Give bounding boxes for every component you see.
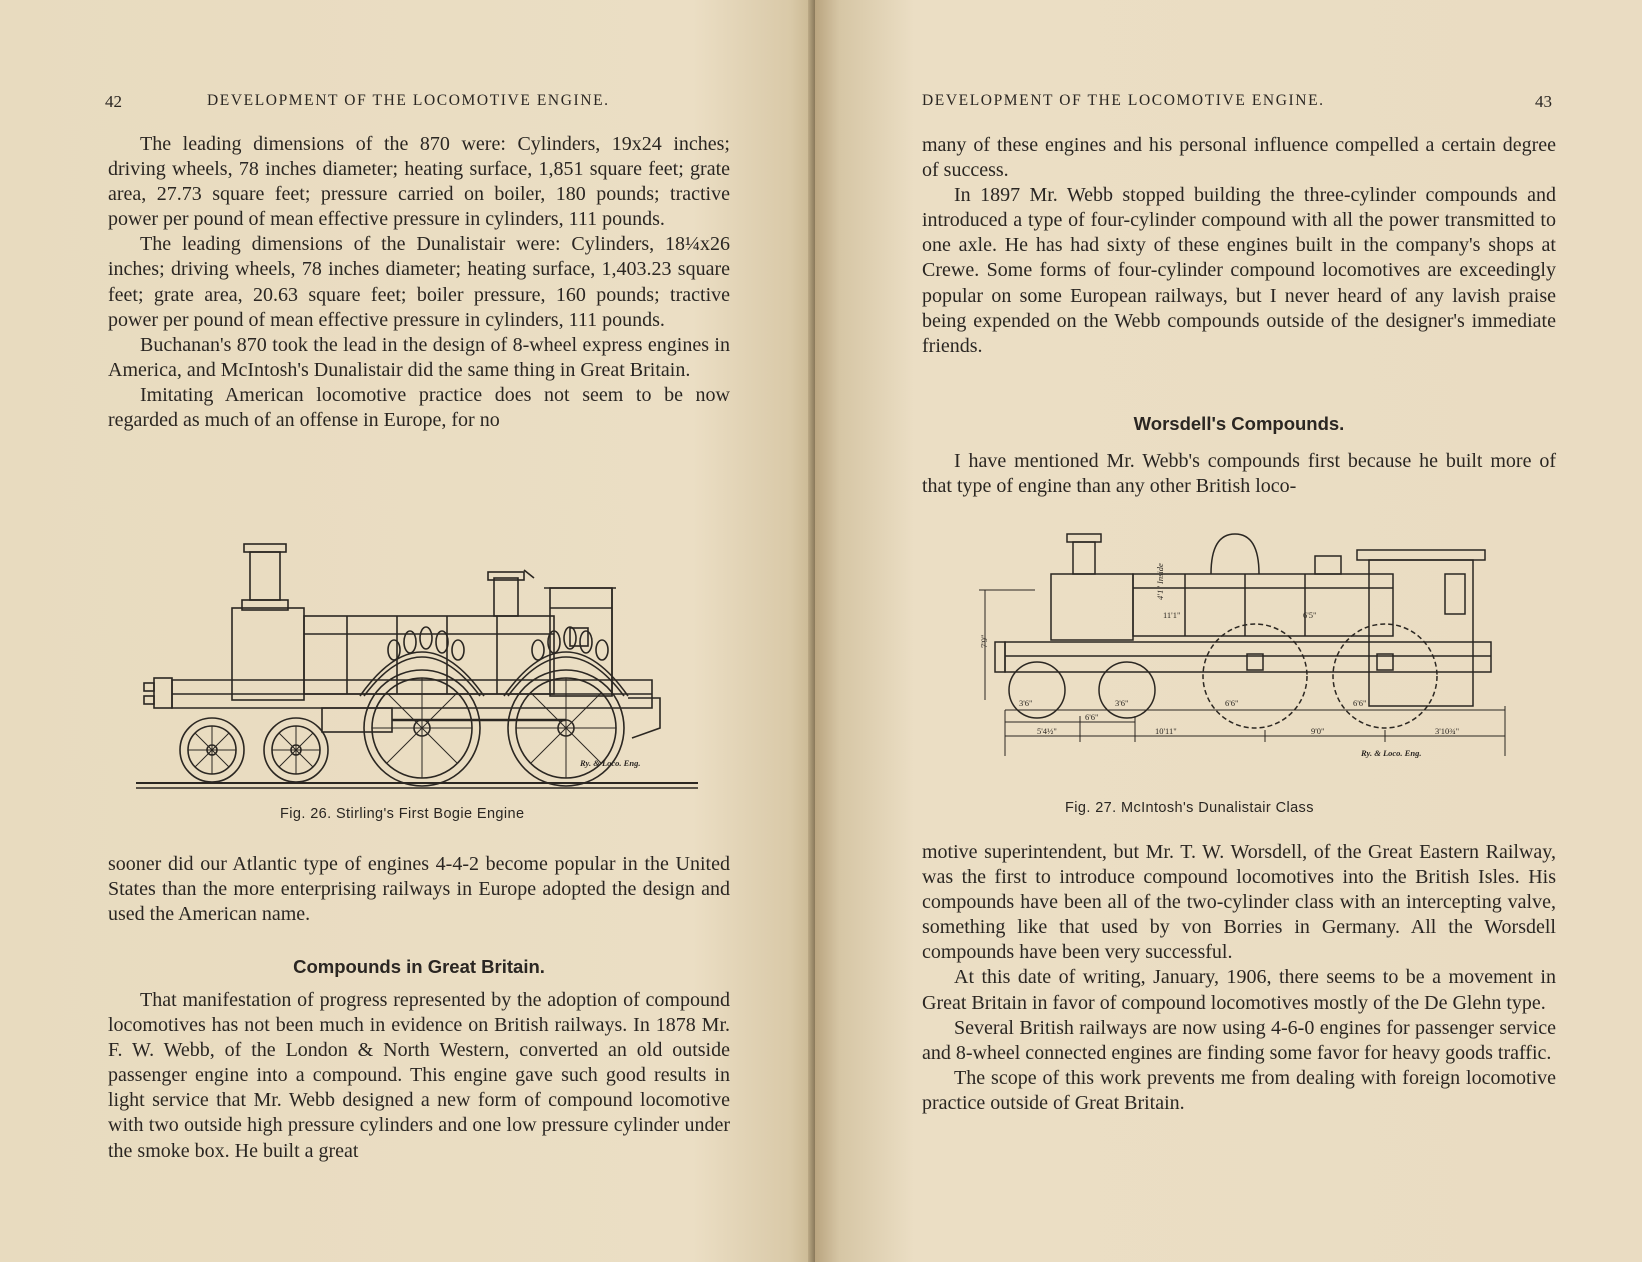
- figure-27-credit: Ry. & Loco. Eng.: [1361, 748, 1422, 758]
- figure-27-caption: Fig. 27. McIntosh's Dunalistair Class: [1065, 800, 1314, 816]
- paragraph: sooner did our Atlantic type of engines 4-4-2 become popular in the United States than the more enterprising railways in Europe adopted the design and used the American name.: [108, 853, 730, 926]
- page-number-right: 43: [1535, 92, 1552, 111]
- paragraph: Buchanan's 870 took the lead in the design of 8-wheel express engines in America, and McIntosh's Dunalistair did the same thing in Great Britain.: [108, 333, 730, 381]
- left-section-text: [108, 988, 730, 1164]
- right-bottom-text: [922, 840, 1556, 1116]
- paragraph: In 1897 Mr. Webb stopped building the three-cylinder compounds and introduced a type of four-cylinder compound with all the power transmitted to one axle. He has had sixty of these engines built in the company's shops at Crewe. Some forms of four-cylinder compound locomotives are exceedingly popular on some European railways, but I never heard of any lavish praise being expended on the Webb compounds outside of the designer's immediate friends.: [922, 184, 1556, 357]
- dim-label: 7'9": [979, 634, 989, 648]
- dim-label: 6'6": [1085, 712, 1099, 722]
- paragraph: motive superintendent, but Mr. T. W. Worsdell, of the Great Eastern Railway, was the first to introduce compound locomotives into the British Isles. His compounds have been all of the two-cylinder class with an intercepting valve, something like that used by von Borries in Germany. All the Worsdell compounds have been very successful.: [922, 841, 1556, 964]
- right-section-text: [922, 449, 1556, 499]
- page-number-left: 42: [105, 92, 122, 111]
- section-heading-worsdell: Worsdell's Compounds.: [1133, 413, 1345, 434]
- paragraph: That manifestation of progress represented by the adoption of compound locomotives has not been much in evidence on British railways. In 1878 Mr. F. W. Webb, of the London & North Western, converted an old outside passenger engine into a compound. This engine gave such good results in light service that Mr. Webb designed a new form of compound locomotive with two outside high pressure cylinders and one low pressure cylinder under the smoke box. He built a great: [108, 989, 730, 1162]
- paragraph: I have mentioned Mr. Webb's compounds first because he built more of that type of engine than any other British loco-: [922, 450, 1556, 498]
- dim-label: 6'5": [1303, 610, 1317, 620]
- figure-27-dimensioned-drawing: [965, 530, 1515, 800]
- dim-label: 6'6": [1225, 698, 1239, 708]
- left-page: [0, 0, 815, 1262]
- section-heading-compounds: Compounds in Great Britain.: [293, 956, 545, 977]
- left-continuation-text: [108, 852, 730, 927]
- figure-26-caption: Fig. 26. Stirling's First Bogie Engine: [280, 806, 525, 822]
- paragraph: many of these engines and his personal influence compelled a certain degree of success.: [922, 134, 1556, 182]
- dim-label: 6'6": [1353, 698, 1367, 708]
- paragraph: The scope of this work prevents me from dealing with foreign locomotive practice outside of Great Britain.: [922, 1066, 1556, 1114]
- running-head-title-right: DEVELOPMENT OF THE LOCOMOTIVE ENGINE.: [922, 92, 1325, 109]
- dim-label: 3'6": [1115, 698, 1129, 708]
- dim-label: 3'6": [1019, 698, 1033, 708]
- left-top-text: [108, 132, 730, 433]
- dim-label: 10'11": [1155, 726, 1177, 736]
- paragraph: Several British railways are now using 4-6-0 engines for passenger service and 8-wheel connected engines are finding some favor for heavy goods traffic.: [922, 1016, 1556, 1064]
- dim-label: 4'1" Inside: [1155, 563, 1165, 600]
- paragraph: The leading dimensions of the Dunalistair were: Cylinders, 18¼x26 inches; driving wheels, 78 inches diameter; heating surface, 1,403.23 square feet; grate area, 20.63 square feet; boiler pressure, 160 pounds; tractive power per pound of mean effective pressure in cylinders, 111 pounds.: [108, 233, 730, 331]
- paragraph: The leading dimensions of the 870 were: Cylinders, 19x24 inches; driving wheels, 78 inches diameter; heating surface, 1,851 square feet; grate area, 27.73 square feet; pressure carried on boiler, 180 pounds; tractive power per pound of mean effective pressure in cylinders, 111 pounds.: [108, 133, 730, 231]
- dim-label: 11'1": [1163, 610, 1181, 620]
- running-head-title-left: DEVELOPMENT OF THE LOCOMOTIVE ENGINE.: [207, 92, 610, 109]
- right-top-text: [922, 133, 1556, 359]
- dim-label: 5'4½": [1037, 726, 1057, 736]
- figure-26-credit: Ry. & Loco. Eng.: [580, 758, 641, 768]
- right-page: [815, 0, 1642, 1262]
- paragraph: Imitating American locomotive practice does not seem to be now regarded as much of an offense in Europe, for no: [108, 383, 730, 432]
- dim-label: 9'0": [1311, 726, 1325, 736]
- dim-label: 3'10¾": [1435, 726, 1460, 736]
- paragraph: At this date of writing, January, 1906, there seems to be a movement in Great Britain in favor of compound locomotives mostly of the De Glehn type.: [922, 966, 1556, 1014]
